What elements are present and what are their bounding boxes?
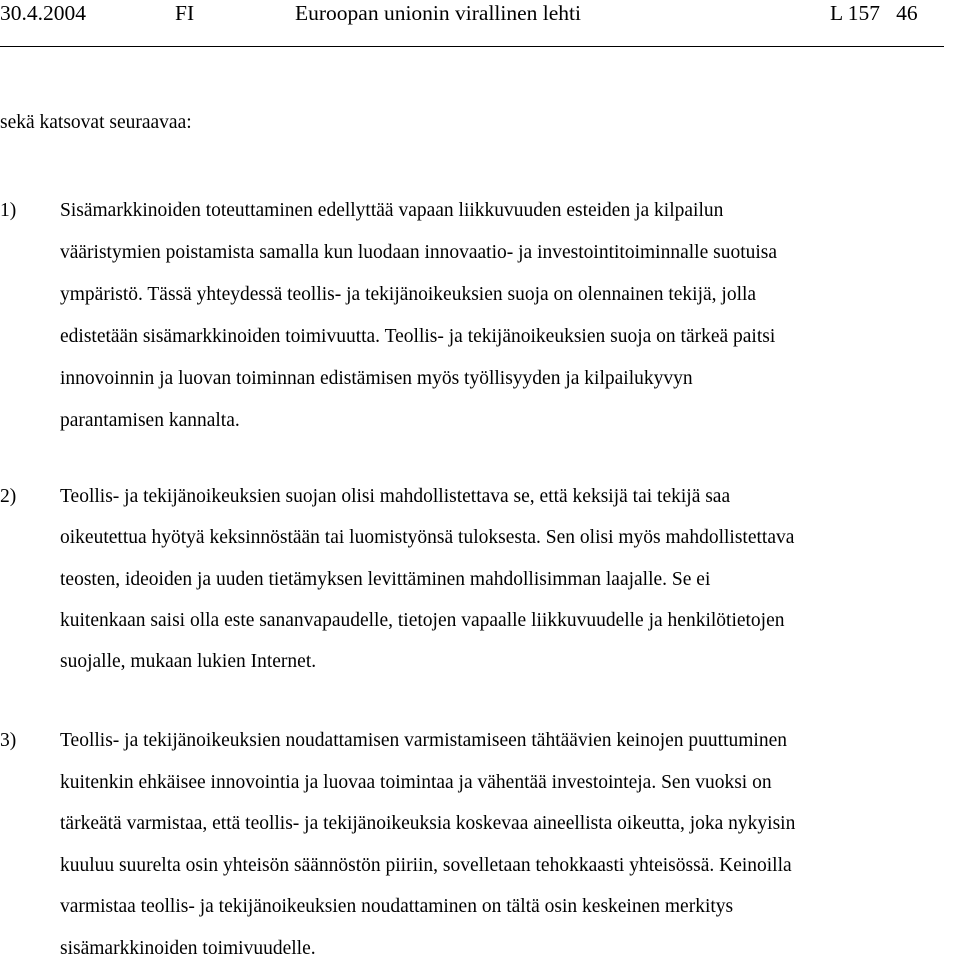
text-line: vääristymien poistamista samalla kun luodaan innovaatio- ja investointitoiminnalle suotuisa <box>60 242 778 263</box>
text-line: innovoinnin ja luovan toiminnan edistämisen myös työllisyyden ja kilpailukyvyn <box>60 368 693 389</box>
text-line: Teollis- ja tekijänoikeuksien suojan olisi mahdollistettava se, että keksijä tai tekijä saa <box>60 486 731 507</box>
text-line: varmistaa teollis- ja tekijänoikeuksien noudattaminen on tältä osin keskeinen merkitys <box>60 896 734 918</box>
text-line: tärkeätä varmistaa, että teollis- ja tekijänoikeuksia koskevaa aineellista oikeutta, joka nykyisin <box>60 813 796 835</box>
text-line: parantamisen kannalta. <box>60 410 240 431</box>
recital-number: 3) <box>0 730 17 751</box>
page-header <box>0 0 944 36</box>
text-line: sisämarkkinoiden toimivuudelle. <box>60 937 316 959</box>
text-line: kuitenkaan saisi olla este sananvapaudelle, tietojen vapaalle liikkuvuudelle ja henkilötietojen <box>60 609 785 631</box>
journal-title: Euroopan unionin virallinen lehti <box>295 1 582 25</box>
recital-text <box>60 720 795 970</box>
text-line: teosten, ideoiden ja uuden tietämyksen levittäminen mahdollisimman laajalle. Se ei <box>60 568 711 590</box>
text-line: edistetään sisämarkkinoiden toimivuutta. Teollis- ja tekijänoikeuksien suoja on tärkeä paitsi <box>60 326 776 347</box>
recital-number: 1) <box>0 200 17 221</box>
text-line: kuitenkin ehkäisee innovointia ja luovaa toimintaa ja vähentää investointeja. Sen vuoksi on <box>60 771 772 793</box>
recital-number: 2) <box>0 486 17 507</box>
text-line: suojalle, mukaan lukien Internet. <box>60 651 317 673</box>
language-code: FI <box>175 1 195 25</box>
text-line: oikeutettua hyötyä keksinnöstään tai luomistyönsä tuloksesta. Sen olisi myös mahdollistettava <box>60 527 795 549</box>
intro-text: sekä katsovat seuraavaa: <box>0 112 192 133</box>
publication-date: 30.4.2004 <box>0 1 86 25</box>
recital-text <box>60 476 794 682</box>
text-line: Teollis- ja tekijänoikeuksien noudattamisen varmistamiseen tähtäävien keinojen puuttuminen <box>60 730 787 751</box>
recital-text <box>60 190 777 442</box>
text-line: ympäristö. Tässä yhteydessä teollis- ja tekijänoikeuksien suoja on olennainen tekijä, jolla <box>60 284 757 305</box>
text-line: Sisämarkkinoiden toteuttaminen edellyttää vapaan liikkuvuuden esteiden ja kilpailun <box>60 200 724 221</box>
issue-reference: L 157 46 <box>830 1 918 25</box>
text-line: kuuluu suurelta osin yhteisön säännöstön piiriin, sovelletaan tehokkaasti yhteisössä. Keinoilla <box>60 854 792 876</box>
header-rule <box>0 46 944 47</box>
